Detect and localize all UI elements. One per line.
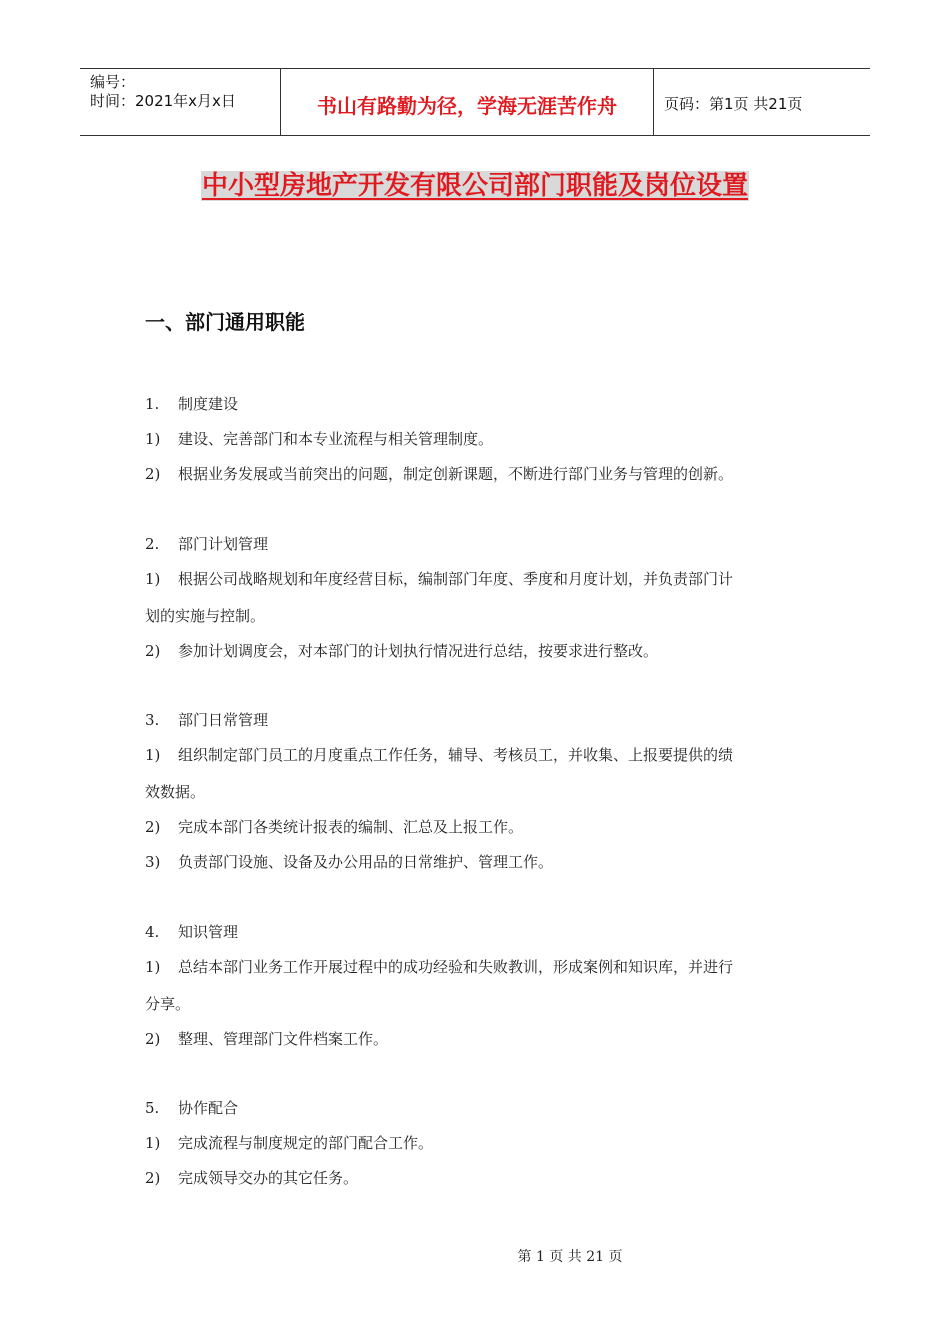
- list-item: 2) 完成本部门各类统计报表的编制、汇总及上报工作。: [145, 818, 524, 836]
- section-heading: 一、部门通用职能: [145, 310, 305, 334]
- time-label: 时间：2021年x月x日: [90, 92, 236, 110]
- header-motto: 书山有路勤为径，学海无涯苦作舟: [281, 69, 654, 135]
- list-item-continuation: 效数据。: [145, 783, 206, 801]
- header-page-info: 页码：第1页 共21页: [664, 94, 803, 113]
- page-header: [80, 68, 870, 136]
- list-item: 3. 部门日常管理: [145, 711, 269, 729]
- list-item-continuation: 划的实施与控制。: [145, 607, 266, 625]
- list-item: 1) 建设、完善部门和本专业流程与相关管理制度。: [145, 430, 494, 448]
- list-item: 2) 根据业务发展或当前突出的问题，制定创新课题，不断进行部门业务与管理的创新。: [145, 465, 734, 483]
- page-footer: 第 1 页 共 21 页: [517, 1249, 623, 1265]
- list-item-continuation: 分享。: [145, 995, 191, 1013]
- list-item: 4. 知识管理: [145, 923, 239, 941]
- list-item: 1) 总结本部门业务工作开展过程中的成功经验和失败教训，形成案例和知识库，并进行: [145, 958, 734, 976]
- list-item: 1) 完成流程与制度规定的部门配合工作。: [145, 1134, 434, 1152]
- document-title: 中小型房地产开发有限公司部门职能及岗位设置: [201, 171, 748, 201]
- list-item: 1) 根据公司战略规划和年度经营目标，编制部门年度、季度和月度计划，并负责部门计: [145, 570, 734, 588]
- header-meta: [80, 69, 281, 135]
- list-item: 5. 协作配合: [145, 1099, 239, 1117]
- list-item: 1. 制度建设: [145, 395, 239, 413]
- list-item: 1) 组织制定部门员工的月度重点工作任务，辅导、考核员工，并收集、上报要提供的绩: [145, 746, 734, 764]
- list-item: 2) 完成领导交办的其它任务。: [145, 1169, 359, 1187]
- list-item: 2. 部门计划管理: [145, 535, 269, 553]
- list-item: 2) 参加计划调度会，对本部门的计划执行情况进行总结，按要求进行整改。: [145, 642, 659, 660]
- number-label: 编号：: [90, 73, 136, 91]
- list-item: 3) 负责部门设施、设备及办公用品的日常维护、管理工作。: [145, 853, 554, 871]
- document-title-wrap: [0, 165, 950, 202]
- list-item: 2) 整理、管理部门文件档案工作。: [145, 1030, 389, 1048]
